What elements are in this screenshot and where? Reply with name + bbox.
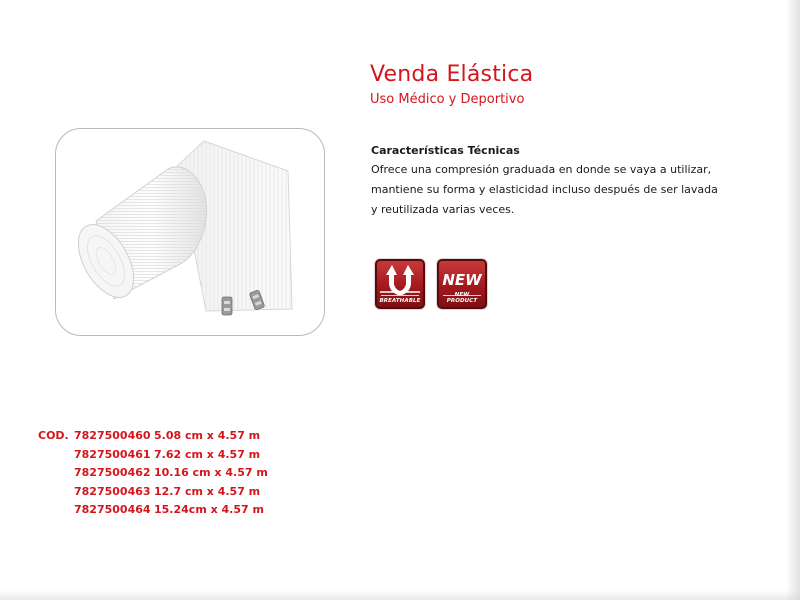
product-image-panel xyxy=(55,128,325,336)
features-line: y reutilizada varias veces. xyxy=(371,203,515,216)
features-description xyxy=(371,160,721,220)
features-line: mantiene su forma y elasticidad incluso después de ser lavada xyxy=(371,183,718,196)
code-number: 7827500460 xyxy=(74,429,151,442)
product-subtitle: Uso Médico y Deportivo xyxy=(370,92,525,107)
code-prefix: COD. xyxy=(38,429,69,442)
breathable-badge xyxy=(375,259,425,309)
features-heading: Características Técnicas xyxy=(371,144,520,157)
code-row xyxy=(38,448,268,467)
code-row xyxy=(38,485,268,504)
code-size: 5.08 cm x 4.57 m xyxy=(154,429,261,442)
code-number: 7827500461 xyxy=(74,447,151,461)
breathable-label: BREATHABLE xyxy=(379,298,421,304)
code-size: 10.16 cm x 4.57 m xyxy=(154,466,268,479)
code-row xyxy=(38,503,268,522)
features-line: Ofrece una compresión graduada en donde se vaya a utilizar, xyxy=(371,163,712,176)
code-size: 7.62 cm x 4.57 m xyxy=(154,447,261,461)
code-size: 12.7 cm x 4.57 m xyxy=(154,484,261,498)
product-title: Venda Elástica xyxy=(370,62,534,87)
page-frame-shadow-right xyxy=(786,0,800,600)
new-product-badge xyxy=(437,259,487,309)
badge-divider xyxy=(381,295,419,296)
code-number: 7827500464 xyxy=(74,503,151,516)
page-frame-shadow-bottom xyxy=(0,590,800,600)
code-size: 15.24cm x 4.57 m xyxy=(154,503,264,516)
new-product-label: NEW PRODUCT xyxy=(446,292,478,304)
new-word: NEW xyxy=(442,271,482,289)
code-row xyxy=(38,466,268,485)
code-number: 7827500463 xyxy=(74,484,151,498)
elastic-bandage-image xyxy=(56,129,325,336)
breathable-arrows-icon xyxy=(377,261,423,297)
product-codes-list xyxy=(38,429,268,522)
code-row xyxy=(38,429,268,448)
code-number: 7827500462 xyxy=(74,466,151,479)
